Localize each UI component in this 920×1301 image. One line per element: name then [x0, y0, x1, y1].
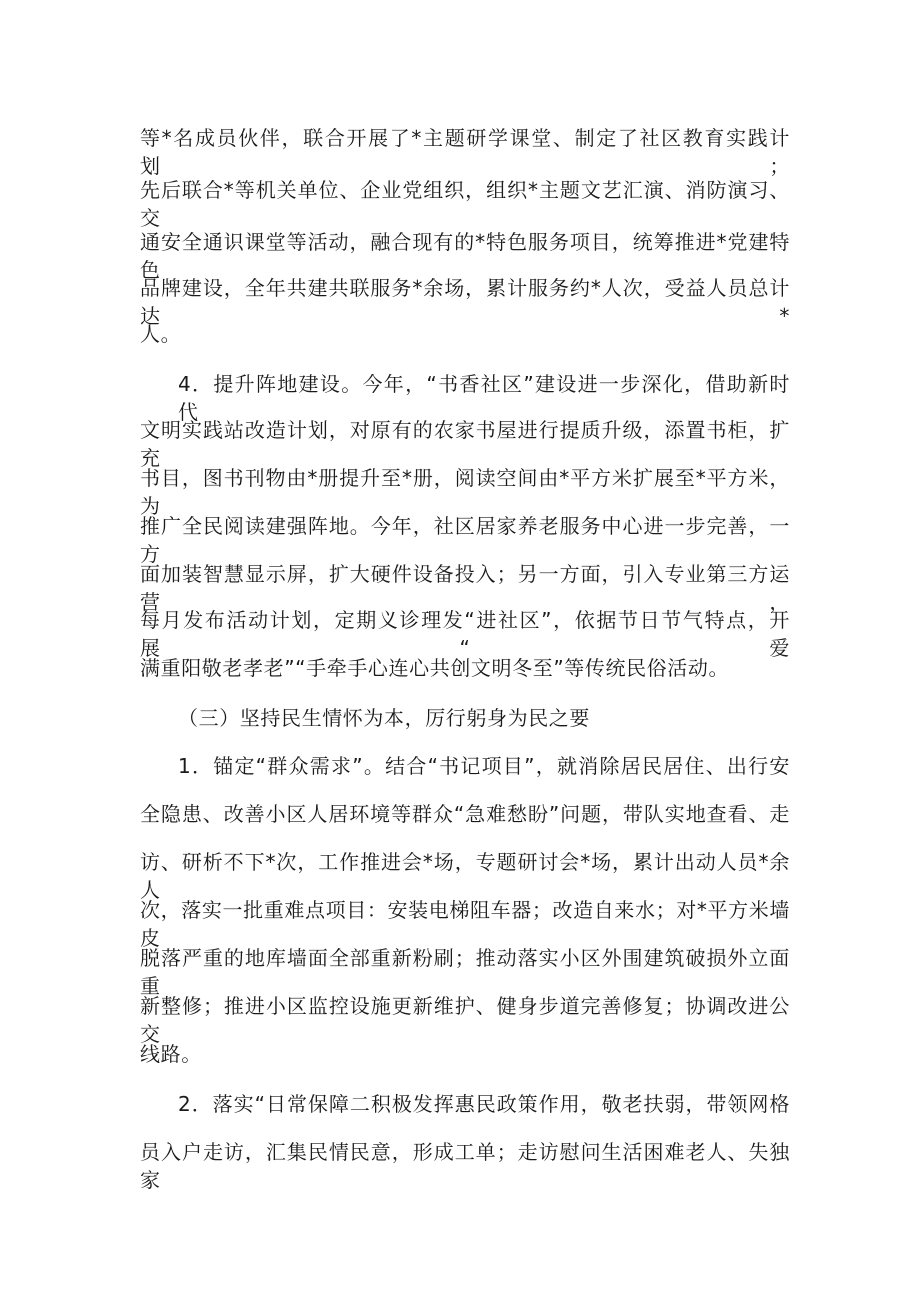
text-line: 先后联合*等机关单位、企业党组织，组织*主题文艺汇演、消防演习、交 [140, 178, 790, 230]
text-line: 线路。 [140, 1042, 202, 1066]
paragraph-first-line: 2．落实“日常保障二积极发挥惠民政策作用，敬老扶弱，带领网格 [178, 1092, 790, 1116]
text-line: 次，落实一批重难点项目：安装电梯阻车器；改造自来水；对*平方米墙皮 [140, 898, 790, 950]
text-line: 员入户走访，汇集民情民意，形成工单；走访慰问生活困难老人、失独家 [140, 1140, 790, 1192]
text-line: 新整修；推进小区监控设施更新维护、健身步道完善修复；协调改进公交 [140, 994, 790, 1046]
text-line: 面加装智慧显示屏，扩大硬件设备投入；另一方面，引入专业第三方运营， [140, 562, 790, 614]
section-heading: （三）坚持民生情怀为本，厉行躬身为民之要 [178, 706, 590, 730]
text-line: 通安全通识课堂等活动，融合现有的*特色服务项目，统筹推进*党建特色 [140, 230, 790, 282]
paragraph-first-line: 4．提升阵地建设。今年，“书香社区”建设进一步深化，借助新时代 [178, 372, 790, 424]
text-line: 品牌建设，全年共建共联服务*余场，累计服务约*人次，受益人员总计达* [140, 276, 790, 328]
paragraph-first-line: 1．锚定“群众需求”。结合“书记项目”，就消除居民居住、出行安 [178, 754, 790, 778]
text-line: 每月发布活动计划，定期义诊理发“进社区”，依据节日节气特点，开展“爱 [140, 608, 790, 660]
text-line: 推广全民阅读建强阵地。今年，社区居家养老服务中心进一步完善，一方 [140, 514, 790, 566]
text-line: 等*名成员伙伴，联合开展了*主题研学课堂、制定了社区教育实践计划； [140, 126, 790, 178]
text-line: 文明实践站改造计划，对原有的农家书屋进行提质升级，添置书柜，扩充 [140, 418, 790, 470]
text-line: 全隐患、改善小区人居环境等群众“急难愁盼”问题，带队实地查看、走 [140, 802, 790, 826]
text-line: 人。 [140, 322, 182, 346]
text-line: 脱落严重的地库墙面全部重新粉刷；推动落实小区外围建筑破损外立面重 [140, 946, 790, 998]
text-line: 书目，图书刊物由*册提升至*册，阅读空间由*平方米扩展至*平方米，为 [140, 466, 790, 518]
text-line: 访、研析不下*次，工作推进会*场，专题研讨会*场，累计出动人员*余人 [140, 850, 790, 902]
text-line: 满重阳敬老孝老”“手牵手心连心共创文明冬至”等传统民俗活动。 [140, 656, 730, 680]
